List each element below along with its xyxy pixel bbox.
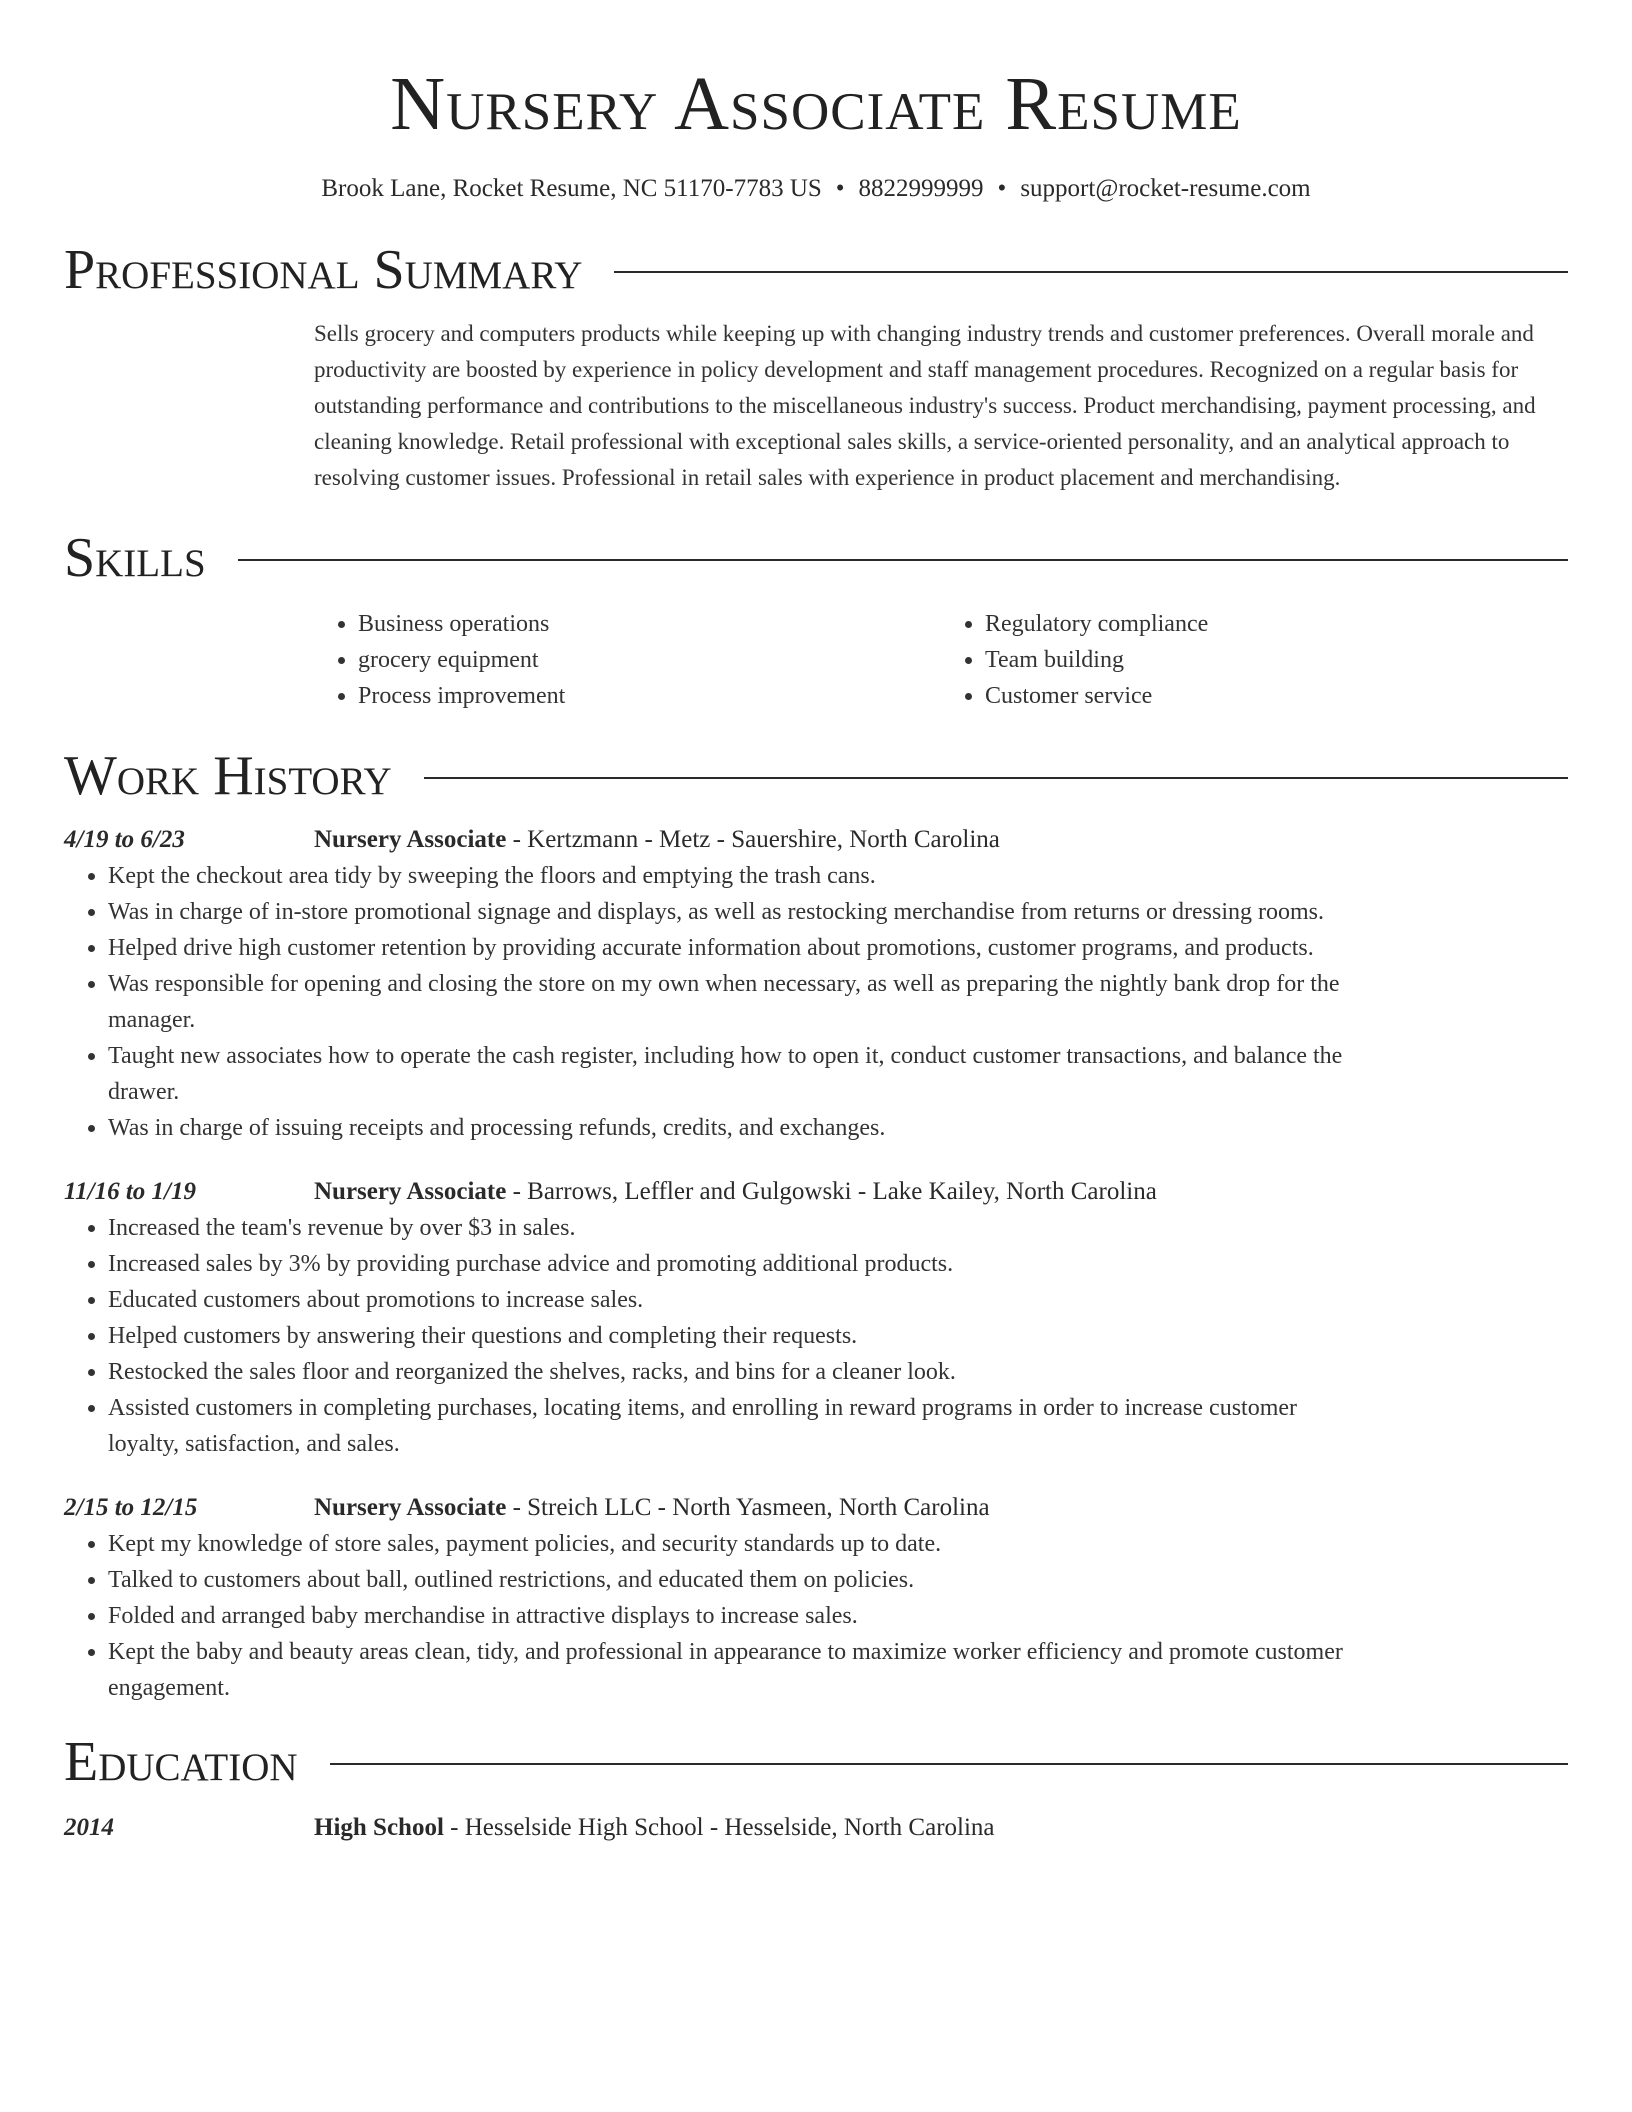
work-bullet: • Kept my knowledge of store sales, payment policies, and security standards up to date. — [108, 1526, 1362, 1562]
work-entry-header — [64, 1490, 1568, 1526]
skills-list — [314, 606, 1568, 714]
work-date: 2/15 to 12/15 — [64, 1494, 198, 1521]
work-bullets — [64, 1526, 1362, 1706]
contact-separator: • — [997, 175, 1007, 202]
work-section-header — [64, 744, 1568, 808]
resume-title: Nursery Associate Resume — [390, 62, 1242, 146]
work-title — [314, 822, 1000, 858]
work-employer: - Streich LLC - North Yasmeen, North Carolina — [506, 1494, 990, 1521]
skill-item: • Team building — [985, 642, 1568, 678]
skill-item: • Customer service — [985, 678, 1568, 714]
work-section-title: Work History — [64, 745, 392, 807]
education-degree: High School — [314, 1814, 444, 1841]
work-bullet: • Restocked the sales floor and reorganized the shelves, racks, and bins for a cleaner look. — [108, 1354, 1362, 1390]
work-bullet: • Assisted customers in completing purchases, locating items, and enrolling in reward programs in order to increase customer loyalty, satisfaction, and sales. — [108, 1390, 1362, 1462]
work-bullet: • Talked to customers about ball, outlined restrictions, and educated them on policies. — [108, 1562, 1362, 1598]
contact-separator: • — [835, 175, 845, 202]
work-employer: - Kertzmann - Metz - Sauershire, North Carolina — [506, 826, 1000, 853]
skills-column-right — [941, 606, 1568, 714]
work-title — [314, 1490, 990, 1526]
skill-item: • Regulatory compliance — [985, 606, 1568, 642]
work-role: Nursery Associate — [314, 826, 507, 853]
summary-text: Sells grocery and computers products while keeping up with changing industry trends and customer preferences. Overall morale and productivity are boosted by experience in policy development and staff management procedures. Recognized on a regular basis for outstanding performance and contributions to the miscellaneous industry's success. Product merchandising, payment processing, and cleaning knowledge. Retail professional with exceptional sales skills, a service-oriented personality, and an analytical approach to resolving customer issues. Professional in retail sales with experience in product placement and merchandising. — [314, 321, 1536, 490]
work-role: Nursery Associate — [314, 1178, 507, 1205]
work-bullets — [64, 858, 1362, 1146]
skills-column-left — [314, 606, 941, 714]
work-bullet: • Was responsible for opening and closing the store on my own when necessary, as well as preparing the nightly bank drop for the manager. — [108, 966, 1362, 1038]
work-bullet: • Was in charge of issuing receipts and processing refunds, credits, and exchanges. — [108, 1110, 1362, 1146]
contact-phone: 8822999999 — [858, 175, 984, 202]
work-bullet: • Increased the team's revenue by over $3 in sales. — [108, 1210, 1362, 1246]
work-date: 11/16 to 1/19 — [64, 1178, 196, 1205]
work-bullet: • Folded and arranged baby merchandise in attractive displays to increase sales. — [108, 1598, 1362, 1634]
skill-item: • Process improvement — [358, 678, 941, 714]
skill-item: • grocery equipment — [358, 642, 941, 678]
work-entry — [64, 822, 1568, 1146]
summary-section-header — [64, 238, 1568, 302]
summary-section-title: Professional Summary — [64, 239, 583, 301]
skills-section-title: Skills — [64, 527, 206, 589]
work-entry-header — [64, 1174, 1568, 1210]
skills-section-header — [64, 526, 1568, 590]
work-entry-header — [64, 822, 1568, 858]
work-title — [314, 1174, 1157, 1210]
section-divider — [424, 777, 1568, 779]
resume-page — [64, 0, 1568, 1846]
section-divider — [238, 559, 1568, 561]
skill-item: • Business operations — [358, 606, 941, 642]
contact-address: Brook Lane, Rocket Resume, NC 51170-7783 US — [321, 175, 822, 202]
work-employer: - Barrows, Leffler and Gulgowski - Lake Kailey, North Carolina — [506, 1178, 1157, 1205]
education-section-header — [64, 1730, 1568, 1794]
education-school: - Hesselside High School - Hesselside, North Carolina — [443, 1814, 995, 1841]
contact-email: support@rocket-resume.com — [1020, 175, 1311, 202]
work-entry — [64, 1490, 1568, 1706]
work-bullet: • Kept the baby and beauty areas clean, tidy, and professional in appearance to maximize worker efficiency and promote customer engagement. — [108, 1634, 1362, 1706]
work-bullets — [64, 1210, 1362, 1462]
work-date: 4/19 to 6/23 — [64, 826, 185, 853]
work-role: Nursery Associate — [314, 1494, 507, 1521]
education-date: 2014 — [64, 1814, 114, 1841]
section-divider — [614, 271, 1568, 273]
work-entry — [64, 1174, 1568, 1462]
work-bullet: • Educated customers about promotions to increase sales. — [108, 1282, 1362, 1318]
education-title — [314, 1810, 995, 1846]
work-bullet: • Was in charge of in-store promotional signage and displays, as well as restocking merchandise from returns or dressing rooms. — [108, 894, 1362, 930]
work-bullet: • Helped customers by answering their questions and completing their requests. — [108, 1318, 1362, 1354]
education-entry — [64, 1810, 1568, 1846]
work-bullet: • Kept the checkout area tidy by sweeping the floors and emptying the trash cans. — [108, 858, 1362, 894]
work-bullet: • Increased sales by 3% by providing purchase advice and promoting additional products. — [108, 1246, 1362, 1282]
work-bullet: • Taught new associates how to operate the cash register, including how to open it, conduct customer transactions, and balance the drawer. — [108, 1038, 1362, 1110]
education-section-title: Education — [64, 1731, 298, 1793]
work-bullet: • Helped drive high customer retention by providing accurate information about promotions, customer programs, and products. — [108, 930, 1362, 966]
contact-line — [64, 174, 1568, 204]
section-divider — [330, 1763, 1568, 1765]
